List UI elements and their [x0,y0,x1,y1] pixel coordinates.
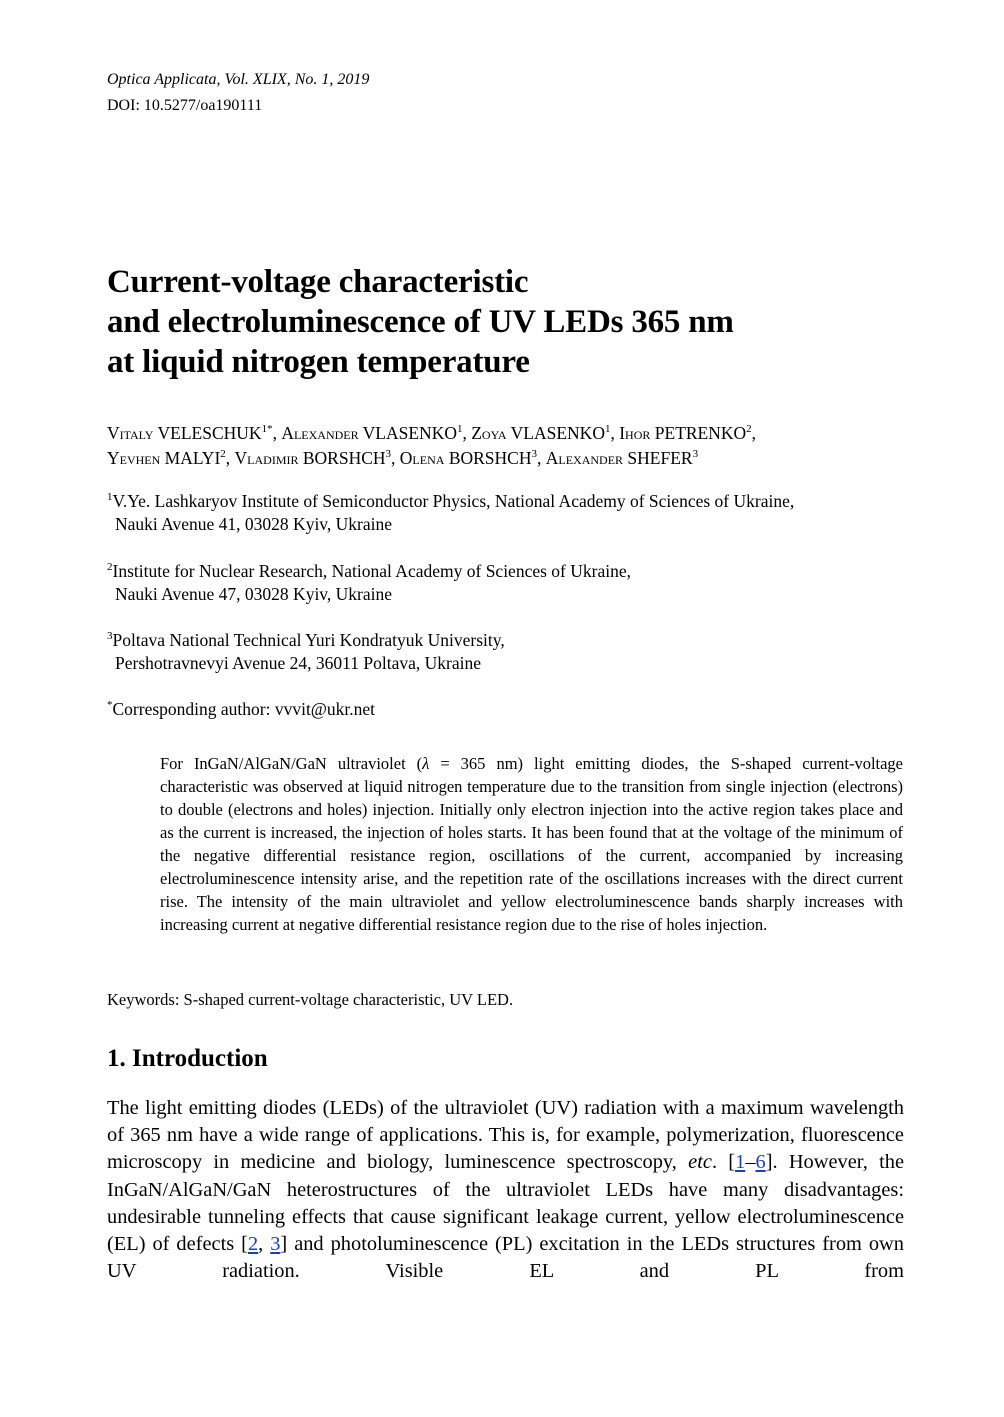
citation-link-1[interactable]: 1 [735,1151,746,1174]
abstract: For InGaN/AlGaN/GaN ultraviolet (λ = 365 nm) light emitting diodes, the S-shaped current-voltage characteristic was observed at liquid nitrogen temperature due to the transition from single injection (electrons) to double (electrons and holes) injection. Initially only electron injection into the active region takes place and as the current is increased, the injection of holes starts. It has been found that at the voltage of the minimum of the negative differential resistance region, oscillations of the current, accompanied by increasing electroluminescence intensity arise, and the repetition rate of the oscillations increases with the direct current rise. The intensity of the main ultraviolet and yellow electroluminescence bands sharply increases with increasing current at negative differential resistance region due to the rise of holes injection. [160,754,904,934]
citation-link-6[interactable]: 6 [755,1151,766,1174]
author-borshch-v: Vladimir BORSHCH$^3$ [234,448,392,468]
author-petrenko: Ihor PETRENKO$^2$ [619,423,752,443]
author-veleschuk: Vitaly $VELESCHUK^{1*}$ [107,423,273,443]
title-line-2: and electroluminescence of UV LEDs 365 nm [107,304,734,340]
author-vlasenko-a: Alexander VLASENKO$^1$ [281,423,463,443]
author-shefer: Alexander SHEFER$^3$ [545,448,699,468]
author-list [107,421,756,471]
section-heading-introduction: 1. Introduction [107,1045,268,1072]
corresponding-author: *Corresponding author: vvvit@ukr.net [107,699,376,719]
title-line-3: at liquid nitrogen temperature [107,344,530,380]
journal-citation: Optica Applicata, Vol. XLIX, No. 1, 2019 [107,71,370,88]
author-vlasenko-z: Zoya VLASENKO$^1$ [471,423,611,443]
author-line-2: Yevhen MALYI$^2$, Vladimir BORSHCH$^3$, Olena BORSHCH$^3$, Alexander SHEFER$^3$ [107,448,699,468]
keywords: Keywords: S-shaped current-voltage characteristic, UV LED. [107,990,514,1009]
paper-title [107,262,734,382]
citation-link-2[interactable]: 2 [247,1233,259,1256]
citation-link-3[interactable]: 3 [270,1233,281,1256]
affiliation-1: $^1$V.Ye. Lashkaryov Institute of Semiconductor Physics, National Academy of Sciences of Ukraine, Nauki Avenue 41, 03028 Kyiv, Ukraine [107,491,795,534]
author-line-1: Vitaly $VELESCHUK^{1*}$, Alexander VLASENKO$^1$, Zoya VLASENKO$^1$, Ihor PETRENKO$^2$, [107,423,757,443]
affiliation-2: $^2$Institute for Nuclear Research, National Academy of Sciences of Ukraine, Nauki Avenue 47, 03028 Kyiv, Ukraine [107,561,631,604]
affiliation-3: $^3$Poltava National Technical Yuri Kondratyuk University, Pershotravnevyi Avenue 24, 36011 Poltava, Ukraine [107,630,505,673]
author-borshch-o: Olena BORSHCH$^3$ [399,448,537,468]
author-malyi: Yevhen MALYI$^2$ [107,448,226,468]
title-line-1: Current-voltage characteristic [107,264,529,300]
doi: DOI: 10.5277/oa190111 [107,97,263,114]
introduction-paragraph: The light emitting diodes (LEDs) of the ultraviolet (UV) radiation with a maximum wavelength of 365 nm have a wide range of applications. This is, for example, polymerization, fluorescence microscopy in medicine and biology, luminescence spectroscopy, etc. [1–6]. However, the InGaN/AlGaN/GaN heterostructures of the ultraviolet LEDs have many disadvantages: undesirable tunneling effects that cause significant leakage current, yellow electroluminescence (EL) of defects [2, 3] and photoluminescence (PL) excitation in the LEDs structures from own UV radiation. Visible EL and PL from [107,1097,904,1283]
